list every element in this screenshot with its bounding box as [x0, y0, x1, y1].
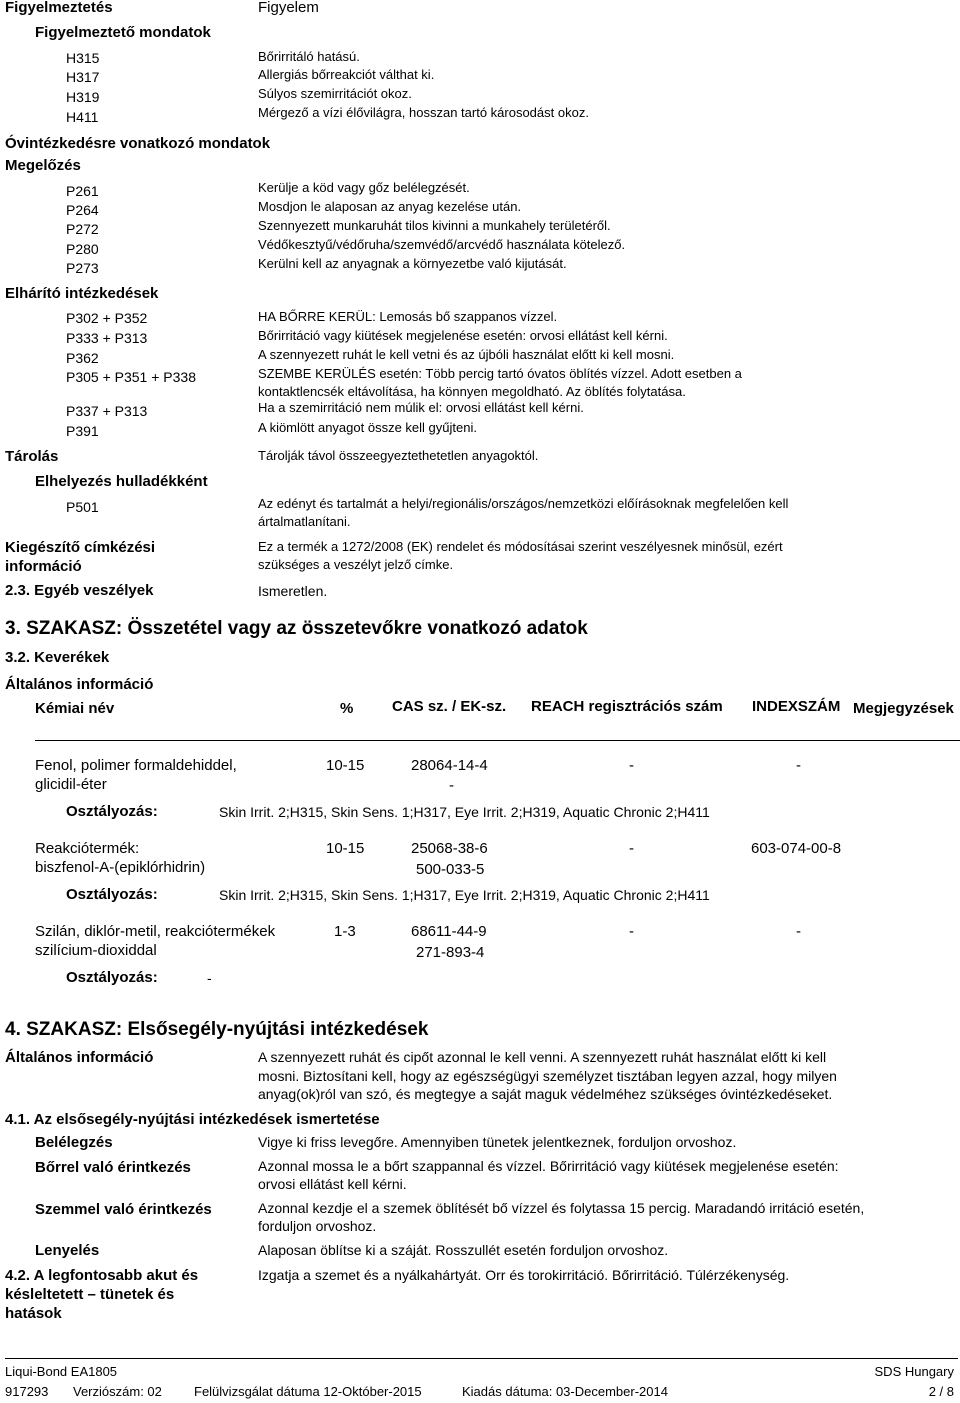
- cas-number: 28064-14-4: [411, 757, 488, 774]
- ek-number: -: [449, 777, 454, 794]
- precaution-text-continued: kontaktlencsék eltávolítása, ha könnyen megoldható. Az öblítés folytatása.: [258, 384, 686, 399]
- precaution-text: SZEMBE KERÜLÉS esetén: Több percig tartó óvatos öblítés vízzel. Adott esetben a: [258, 366, 742, 381]
- hazard-code: H411: [66, 109, 99, 125]
- precaution-code: P273: [66, 260, 99, 276]
- signal-word-value: Figyelem: [258, 0, 319, 16]
- col-chemical-name: Kémiai név: [35, 700, 115, 717]
- precaution-code: P333 + P313: [66, 330, 148, 346]
- inhalation-text: Vigye ki friss levegőre. Amennyiben tünetek jelentkeznek, forduljon orvoshoz.: [258, 1134, 737, 1150]
- chemical-name: Fenol, polimer formaldehiddel,: [35, 757, 237, 774]
- precaution-code: P272: [66, 221, 99, 237]
- eye-contact-text: forduljon orvoshoz.: [258, 1218, 377, 1234]
- classification-label: Osztályozás:: [66, 886, 158, 903]
- reach-number: -: [629, 840, 634, 857]
- storage-text: Tárolják távol összeegyeztethetetlen anyagoktól.: [258, 448, 539, 463]
- cas-number: 25068-38-6: [411, 840, 488, 857]
- disposal-code: P501: [66, 499, 99, 515]
- section4-sub2: 4.2. A legfontosabb akut és: [5, 1267, 199, 1284]
- table-header-divider: [35, 740, 960, 741]
- signal-word-label: Figyelmeztetés: [5, 0, 113, 16]
- precaution-text: Mosdjon le alaposan az anyag kezelése után.: [258, 199, 522, 214]
- supplemental-text-continued: szükséges a veszélyt jelző címke.: [258, 557, 454, 572]
- precaution-text: Kerülni kell az anyagnak a környezetbe való kijutását.: [258, 256, 567, 271]
- precaution-code: P305 + P351 + P338: [66, 369, 196, 385]
- section4-general-text: anyag(ok)ról van szó, és megtegye a saját maguk védelméhez szükséges óvintézkedéseket.: [258, 1086, 833, 1102]
- chemical-name: Reakciótermék:: [35, 840, 140, 857]
- ingestion-text: Alaposan öblítse ki a száját. Rosszullét esetén forduljon orvoshoz.: [258, 1242, 669, 1258]
- chemical-name-continued: szilícium-dioxiddal: [35, 942, 157, 959]
- ek-number: 500-033-5: [416, 861, 485, 878]
- ek-number: 271-893-4: [416, 944, 485, 961]
- cas-number: 68611-44-9: [411, 923, 487, 940]
- col-cas-ek: CAS sz. / EK-sz.: [392, 698, 507, 715]
- precaution-text: Védőkesztyű/védőruha/szemvédő/arcvédő használata kötelező.: [258, 237, 626, 252]
- section4-sub2-continued: késleltetett – tünetek és: [5, 1286, 175, 1303]
- prevention-label: Megelőzés: [5, 157, 81, 174]
- col-index: INDEXSZÁM: [752, 698, 841, 715]
- section4-general-label: Általános információ: [5, 1049, 154, 1066]
- percent: 10-15: [326, 757, 365, 774]
- col-notes: Megjegyzések: [853, 700, 954, 717]
- footer-page-number: 2 / 8: [928, 1384, 954, 1399]
- ingestion-label: Lenyelés: [35, 1242, 100, 1259]
- section4-sub1: 4.1. Az elsősegély-nyújtási intézkedések ismertetése: [5, 1111, 380, 1128]
- section3-general-label: Általános információ: [5, 676, 154, 693]
- other-hazards-label: 2.3. Egyéb veszélyek: [5, 582, 154, 599]
- precaution-code: P362: [66, 350, 99, 366]
- supplemental-label: Kiegészítő címkézési: [5, 539, 156, 556]
- classification-label: Osztályozás:: [66, 969, 158, 986]
- chemical-name-continued: biszfenol-A-(epiklórhidrin): [35, 859, 206, 876]
- reach-number: -: [629, 757, 634, 774]
- precaution-text: Bőrirritáció vagy kiütések megjelenése esetén: orvosi ellátást kell kérni.: [258, 328, 668, 343]
- skin-contact-text: Azonnal mossa le a bőrt szappannal és vízzel. Bőrirritáció vagy kiütések megjelenése esetén:: [258, 1158, 839, 1174]
- percent: 10-15: [326, 840, 365, 857]
- other-hazards-value: Ismeretlen.: [258, 583, 328, 599]
- section4-sub2-text: Izgatja a szemet és a nyálkahártyát. Orr és torokirritáció. Bőrirritáció. Túlérzékenység.: [258, 1267, 790, 1283]
- footer-version: Verziószám: 02: [73, 1384, 162, 1399]
- col-reach: REACH regisztrációs szám: [531, 698, 723, 715]
- hazard-code: H317: [66, 69, 100, 85]
- precautionary-statements-title: Óvintézkedésre vonatkozó mondatok: [5, 135, 271, 152]
- hazard-text: Bőrirritáló hatású.: [258, 49, 360, 64]
- supplemental-label-continued: információ: [5, 558, 82, 575]
- col-percent: %: [340, 700, 354, 717]
- response-label: Elhárító intézkedések: [5, 285, 159, 302]
- footer-issue-date: Kiadás dátuma: 03-December-2014: [462, 1384, 668, 1399]
- footer-product: Liqui-Bond EA1805: [5, 1364, 118, 1379]
- footer-code: 917293: [5, 1384, 49, 1399]
- chemical-name-continued: glicidil-éter: [35, 776, 107, 793]
- precaution-code: P261: [66, 183, 99, 199]
- hazard-statements-label: Figyelmeztető mondatok: [35, 24, 211, 41]
- classification-label: Osztályozás:: [66, 803, 158, 820]
- precaution-text: A szennyezett ruhát le kell vetni és az újbóli használat előtt ki kell mosni.: [258, 347, 675, 362]
- index-number: 603-074-00-8: [751, 840, 842, 857]
- reach-number: -: [629, 923, 634, 940]
- disposal-text-continued: ártalmatlanítani.: [258, 514, 351, 529]
- classification-value: -: [207, 970, 212, 986]
- hazard-code: H319: [66, 89, 100, 105]
- skin-contact-label: Bőrrel való érintkezés: [35, 1159, 191, 1176]
- footer-revision-date: Felülvizsgálat dátuma 12-Október-2015: [194, 1384, 422, 1399]
- precaution-code: P337 + P313: [66, 403, 148, 419]
- section4-general-text: A szennyezett ruhát és cipőt azonnal le kell venni. A szennyezett ruhát használat előtt ki kell: [258, 1049, 827, 1065]
- disposal-text: Az edényt és tartalmát a helyi/regionális/országos/nemzetközi előírásoknak megfelelően kell: [258, 496, 789, 511]
- precaution-code: P302 + P352: [66, 310, 148, 326]
- precaution-text: HA BŐRRE KERÜL: Lemosás bő szappanos vízzel.: [258, 309, 558, 324]
- section4-general-text: mosni. Biztosítani kell, hogy az egészségügyi személyzet tisztában legyen azzal, hogy milyen: [258, 1068, 837, 1084]
- precaution-text: A kiömlött anyagot össze kell gyűjteni.: [258, 420, 477, 435]
- classification-value: Skin Irrit. 2;H315, Skin Sens. 1;H317, Eye Irrit. 2;H319, Aquatic Chronic 2;H411: [219, 804, 710, 820]
- footer-document: SDS Hungary: [874, 1364, 954, 1379]
- inhalation-label: Belélegzés: [35, 1134, 113, 1151]
- classification-value: Skin Irrit. 2;H315, Skin Sens. 1;H317, Eye Irrit. 2;H319, Aquatic Chronic 2;H411: [219, 887, 710, 903]
- section3-subtitle: 3.2. Keverékek: [5, 649, 110, 666]
- percent: 1-3: [334, 923, 356, 940]
- hazard-text: Súlyos szemirritációt okoz.: [258, 86, 412, 101]
- precaution-code: P280: [66, 241, 99, 257]
- eye-contact-text: Azonnal kezdje el a szemek öblítését bő vízzel és folytassa 15 percig. Maradandó irritáció esetén,: [258, 1200, 865, 1216]
- precaution-text: Kerülje a köd vagy gőz belélegzését.: [258, 180, 470, 195]
- skin-contact-text: orvosi ellátást kell kérni.: [258, 1176, 407, 1192]
- footer-divider: [5, 1358, 958, 1359]
- supplemental-text: Ez a termék a 1272/2008 (EK) rendelet és módosításai szerint veszélyesnek minősül, ezért: [258, 539, 783, 554]
- storage-label: Tárolás: [5, 448, 59, 465]
- precaution-text: Ha a szemirritáció nem múlik el: orvosi ellátást kell kérni.: [258, 400, 584, 415]
- precaution-text: Szennyezett munkaruhát tilos kivinni a munkahely területéről.: [258, 218, 611, 233]
- eye-contact-label: Szemmel való érintkezés: [35, 1201, 212, 1218]
- hazard-code: H315: [66, 50, 100, 66]
- section4-title: 4. SZAKASZ: Elsősegély-nyújtási intézkedések: [5, 1019, 429, 1040]
- disposal-label: Elhelyezés hulladékként: [35, 473, 208, 490]
- section3-title: 3. SZAKASZ: Összetétel vagy az összetevőkre vonatkozó adatok: [5, 618, 588, 639]
- index-number: -: [796, 757, 801, 774]
- index-number: -: [796, 923, 801, 940]
- hazard-text: Allergiás bőrreakciót válthat ki.: [258, 67, 435, 82]
- precaution-code: P391: [66, 423, 99, 439]
- precaution-code: P264: [66, 202, 99, 218]
- section4-sub2-continued: hatások: [5, 1305, 62, 1322]
- hazard-text: Mérgező a vízi élővilágra, hosszan tartó károsodást okoz.: [258, 105, 589, 120]
- chemical-name: Szilán, diklór-metil, reakciótermékek: [35, 923, 276, 940]
